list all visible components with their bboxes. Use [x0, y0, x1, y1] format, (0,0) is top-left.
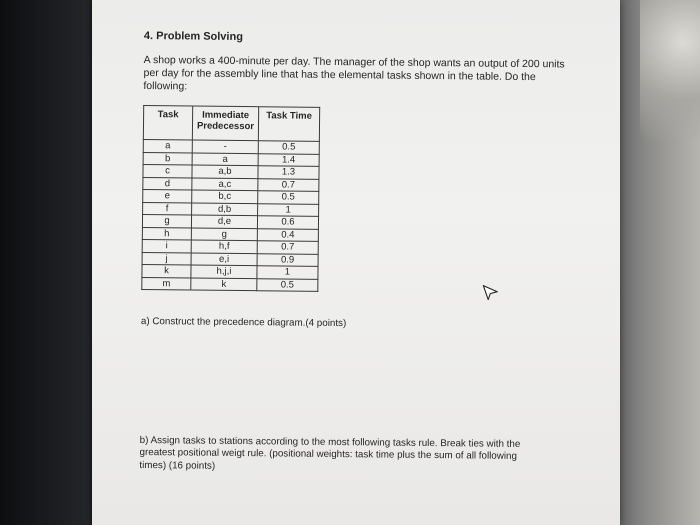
- cell-predecessor: b,c: [192, 190, 258, 203]
- header-predecessor: Immediate Predecessor: [192, 106, 258, 141]
- cell-task: a: [143, 139, 192, 152]
- cell-predecessor: g: [191, 228, 257, 241]
- table-header-row: [143, 106, 319, 142]
- cell-task: e: [143, 189, 192, 202]
- problem-content: [139, 30, 584, 477]
- task-table: [141, 105, 320, 292]
- question-a: a) Construct the precedence diagram.(4 points): [140, 315, 347, 330]
- cell-task-time: 0.5: [257, 278, 318, 291]
- cell-task: i: [142, 239, 191, 252]
- cell-predecessor: k: [191, 278, 257, 291]
- cell-task: d: [143, 177, 192, 190]
- cell-task: c: [143, 164, 192, 177]
- header-task-time: Task Time: [258, 107, 319, 142]
- cell-task-time: 0.6: [257, 216, 318, 229]
- background-highlight: [640, 0, 700, 140]
- cell-task: f: [143, 202, 192, 215]
- cell-task-time: 1: [257, 266, 318, 279]
- question-b: b) Assign tasks to stations according to the most following tasks rule. Break ties with the greatest positional weigt rule. (positional weights: task time plus the sum of all following times) (16 points): [139, 434, 521, 472]
- cell-task: k: [142, 264, 191, 277]
- cell-task-time: 1.3: [258, 166, 319, 179]
- cell-predecessor: d,b: [192, 203, 258, 216]
- background-left: [0, 0, 90, 525]
- table-row: [142, 277, 318, 291]
- cell-predecessor: -: [192, 140, 258, 153]
- cell-predecessor: a,c: [192, 178, 258, 191]
- cell-task-time: 0.5: [258, 191, 319, 204]
- cell-predecessor: d,e: [191, 215, 257, 228]
- mouse-cursor-icon: [481, 284, 499, 302]
- cell-task-time: 0.4: [257, 228, 318, 241]
- cell-task-time: 0.7: [258, 178, 319, 191]
- cell-task: g: [142, 214, 191, 227]
- table-body: [142, 139, 320, 291]
- cell-predecessor: a,b: [192, 165, 258, 178]
- cell-task: h: [142, 227, 191, 240]
- cell-task-time: 0.5: [258, 141, 319, 154]
- cell-task-time: 0.7: [257, 241, 318, 254]
- cell-task: j: [142, 252, 191, 265]
- cell-task-time: 1: [258, 203, 319, 216]
- cell-task-time: 1.4: [258, 153, 319, 166]
- cell-predecessor: h,j,i: [191, 265, 257, 278]
- cell-predecessor: e,i: [191, 253, 257, 266]
- cell-task: b: [143, 152, 192, 165]
- cell-predecessor: a: [192, 153, 258, 166]
- problem-intro: A shop works a 400-minute per day. The manager of the shop wants an output of 200 units per day for the assembly line that has the elemental tasks shown in the table. Do the following:: [143, 53, 565, 93]
- problem-heading: 4. Problem Solving: [143, 30, 244, 44]
- header-task: Task: [143, 106, 192, 141]
- cell-task-time: 0.9: [257, 253, 318, 266]
- paper-sheet: [92, 0, 620, 525]
- cell-predecessor: h,f: [191, 240, 257, 253]
- cell-task: m: [142, 277, 191, 290]
